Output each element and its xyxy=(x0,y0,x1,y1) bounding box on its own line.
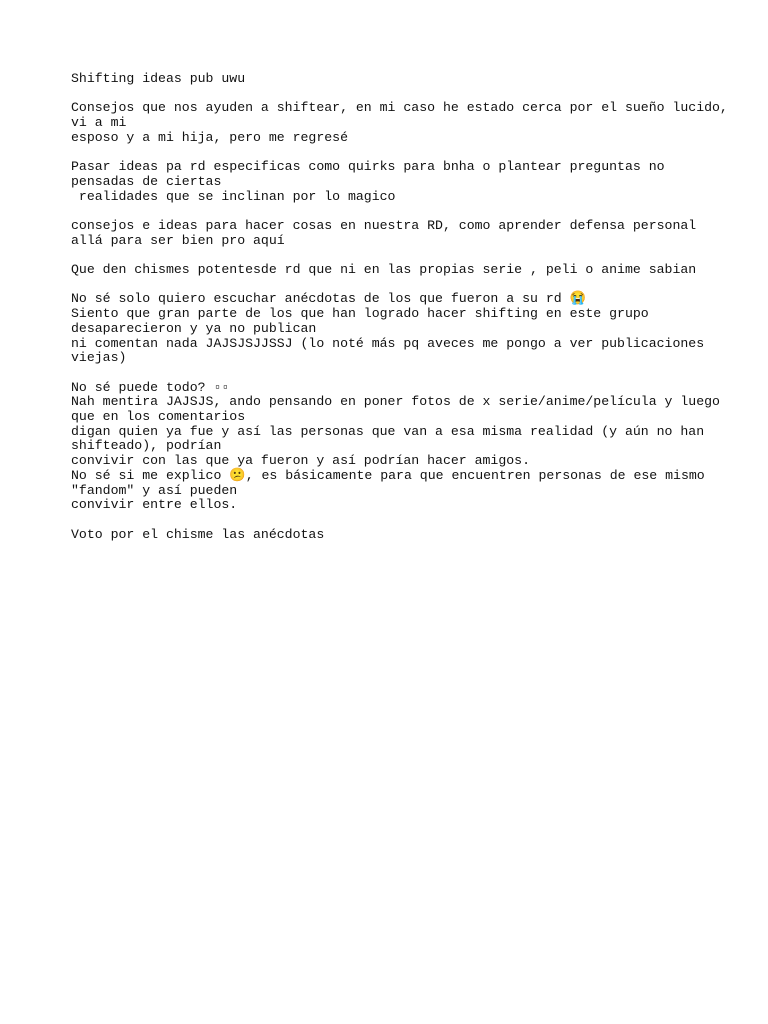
text-line: digan quien ya fue y así las personas que van a esa misma realidad (y aún no han xyxy=(71,423,705,439)
paragraph-closing xyxy=(71,528,751,543)
text-line: No sé puede todo? ▫▫ xyxy=(71,379,230,395)
paragraph xyxy=(71,219,751,248)
text-line: vi a mi xyxy=(71,115,127,131)
text-line: Consejos que nos ayuden a shiftear, en mi caso he estado cerca por el sueño lucido, xyxy=(71,100,728,116)
text-line: convivir entre ellos. xyxy=(71,497,238,513)
text-line: convivir con las que ya fueron y así podrían hacer amigos. xyxy=(71,453,530,469)
text-line: Que den chismes potentesde rd que ni en las propias serie , peli o anime sabian xyxy=(71,262,697,278)
paragraph xyxy=(71,160,751,204)
text-line: consejos e ideas para hacer cosas en nuestra RD, como aprender defensa personal xyxy=(71,217,697,233)
text-line: realidades que se inclinan por lo magico xyxy=(71,188,396,204)
text-line: shifteado), podrían xyxy=(71,438,222,454)
text-line: Siento que gran parte de los que han logrado hacer shifting en este grupo xyxy=(71,306,649,322)
text-line: esposo y a mi hija, pero me regresé xyxy=(71,129,348,145)
text-line: desaparecieron y ya no publican xyxy=(71,320,317,336)
text-line: Shifting ideas pub uwu xyxy=(71,71,246,86)
paragraph xyxy=(71,381,751,513)
text-line: "fandom" y así pueden xyxy=(71,482,238,498)
text-line: que en los comentarios xyxy=(71,409,246,425)
text-line: No sé solo quiero escuchar anécdotas de los que fueron a su rd 😭 xyxy=(71,291,586,307)
text-line: No sé si me explico 😕, es básicamente para que encuentren personas de ese mismo xyxy=(71,467,705,483)
paragraph xyxy=(71,263,751,278)
text-line: Nah mentira JAJSJS, ando pensando en poner fotos de x serie/anime/película y luego xyxy=(71,394,720,410)
paragraph xyxy=(71,292,751,366)
paragraph xyxy=(71,101,751,145)
document-page xyxy=(71,72,751,557)
text-line: pensadas de ciertas xyxy=(71,173,222,189)
text-line: Pasar ideas pa rd especificas como quirks para bnha o plantear preguntas no xyxy=(71,159,665,175)
text-line: viejas) xyxy=(71,350,127,366)
text-line: Voto por el chisme las anécdotas xyxy=(71,526,325,542)
paragraph-title xyxy=(71,72,751,87)
text-line: ni comentan nada JAJSJSJJSSJ (lo noté más pq aveces me pongo a ver publicaciones xyxy=(71,335,705,351)
text-line: allá para ser bien pro aquí xyxy=(71,232,285,248)
